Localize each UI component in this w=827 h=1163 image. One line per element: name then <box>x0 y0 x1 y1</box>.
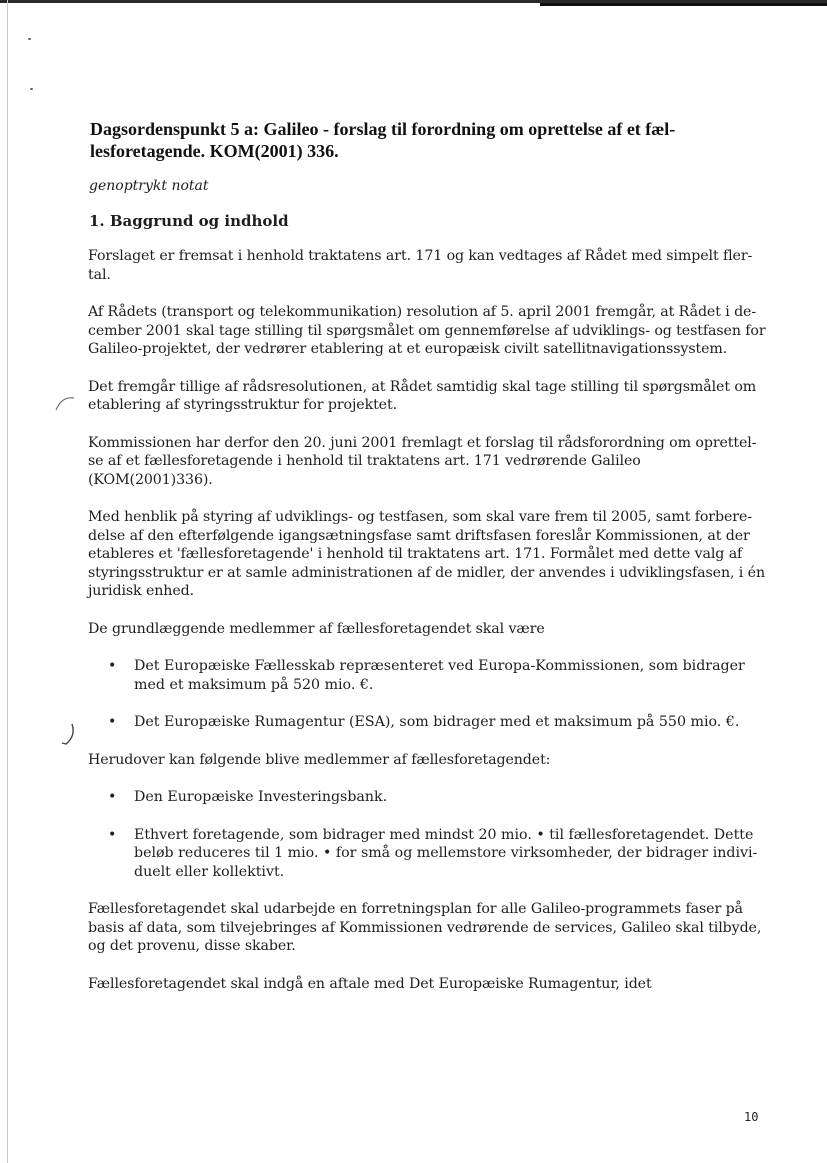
paragraph: Fællesforetagendet skal indgå en aftale med Det Europæiske Rumagentur, idet <box>88 975 652 992</box>
bullet-icon: • <box>108 658 117 674</box>
margin-handwritten-mark <box>58 722 80 748</box>
scan-top-edge-dark <box>540 3 827 6</box>
list-item-text: Ethvert foretagende, som bidrager med mindst 20 mio. • til fællesforetagendet. Dette beløb reduceres til 1 mio. • for små og mellemstore virksomheder, der bidrager indivi-duelt eller kollektivt. <box>134 826 758 880</box>
page-number: 10 <box>744 1110 759 1124</box>
list-item <box>86 788 766 807</box>
title-line-1: Dagsordenspunkt 5 a: Galileo - forslag til forordning om oprettelse af et fæl- <box>90 119 676 139</box>
list-item-text: Det Europæiske Rumagentur (ESA), som bidrager med et maksimum på 550 mio. €. <box>134 714 740 730</box>
list-item <box>86 713 766 732</box>
bullet-icon: • <box>108 826 117 843</box>
paragraph: Fællesforetagendet skal udarbejde en forretningsplan for alle Galileo-programmets faser på basis af data, som tilvejebringes af Kommissionen vedrørende de services, Galileo skal tilbyde, og det provenu, disse skaber. <box>88 901 762 954</box>
paragraph: Med henblik på styring af udviklings- og testfasen, som skal vare frem til 2005, samt forbere-delse af den efterfølgende igangsætningsfase samt driftsfasen foreslår Kommissionen, at der etableres et 'fællesforetagende' i henhold til traktatens art. 171. Formålet med dette valg af styringsstruktur er at samle administrationen af de midler, der anvendes i udviklingsfasen, i én juridisk enhed. <box>88 509 765 599</box>
paragraph: Herudover kan følgende blive medlemmer af fællesforetagendet: <box>88 751 551 768</box>
paragraph: Af Rådets (transport og telekommunikation) resolution af 5. april 2001 fremgår, at Rådet i de-cember 2001 skal tage stilling til spørgsmålet om gennemførelse af udviklings- og testfasen for Galileo-projektet, der vedrører etablering at et europæisk civilt satellitnavigationssystem. <box>88 304 766 357</box>
list-item-text: Det Europæiske Fællesskab repræsenteret ved Europa-Kommissionen, som bidrager med et maksimum på 520 mio. €. <box>134 658 745 693</box>
bullet-icon: • <box>108 789 117 805</box>
scan-speck <box>28 38 31 40</box>
additional-members-list <box>86 788 766 881</box>
list-item <box>86 826 766 882</box>
bullet-icon: • <box>108 714 117 730</box>
document-subtitle: genoptrykt notat <box>89 178 209 194</box>
document-title <box>90 118 766 162</box>
scan-left-edge <box>7 0 8 1163</box>
paragraph: Det fremgår tillige af rådsresolutionen, at Rådet samtidig skal tage stilling til spørgsmålet om etablering af styringsstruktur for projektet. <box>88 378 757 413</box>
paragraph: Kommissionen har derfor den 20. juni 2001 fremlagt et forslag til rådsforordning om oprettel-se af et fællesforetagende i henhold til traktatens art. 171 vedrørende Galileo (KOM(2001)336). <box>88 434 757 488</box>
scan-speck <box>30 88 33 90</box>
paragraph: Forslaget er fremsat i henhold traktatens art. 171 og kan vedtages af Rådet med simpelt fler-tal. <box>88 248 753 283</box>
paragraph: De grundlæggende medlemmer af fællesforetagendet skal være <box>88 620 545 637</box>
title-line-2: lesforetagende. KOM(2001) 336. <box>90 141 339 161</box>
section-heading: 1. Baggrund og indhold <box>89 212 289 230</box>
list-item-text: Den Europæiske Investeringsbank. <box>134 789 388 805</box>
margin-handwritten-mark <box>52 392 86 414</box>
document-body <box>86 118 766 1012</box>
founding-members-list <box>86 657 766 732</box>
list-item <box>86 657 766 694</box>
